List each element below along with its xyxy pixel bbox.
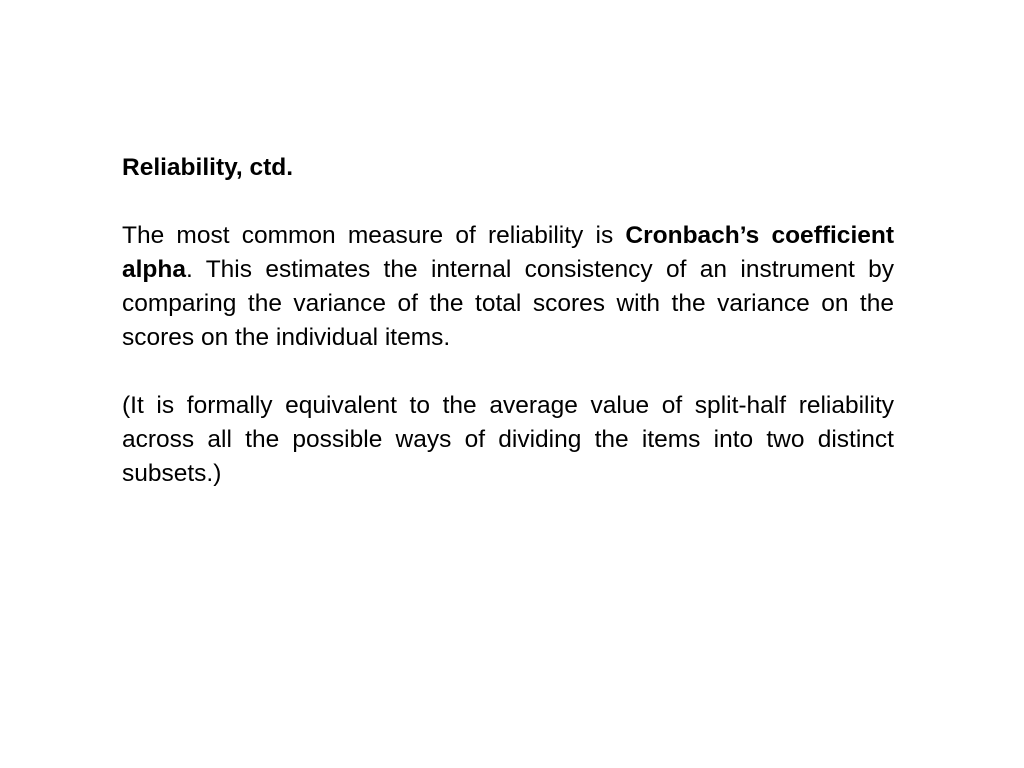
- cronbach-alpha-term: Cronbach’s coefficient alpha: [122, 222, 894, 283]
- slide-content: [122, 151, 894, 525]
- paragraph-cronbach-alpha: [122, 219, 894, 355]
- paragraph-rest-text: . This estimates the internal consistency of an instrument by comparing the variance of the total scores with the variance on the scores on the individual items.: [122, 256, 894, 351]
- paragraph-split-half: (It is formally equivalent to the average value of split-half reliability across all the possible ways of dividing the items into two distinct subsets.): [122, 392, 894, 487]
- slide-heading: Reliability, ctd.: [122, 154, 294, 181]
- paragraph-intro-text: The most common measure of reliability is: [122, 222, 626, 249]
